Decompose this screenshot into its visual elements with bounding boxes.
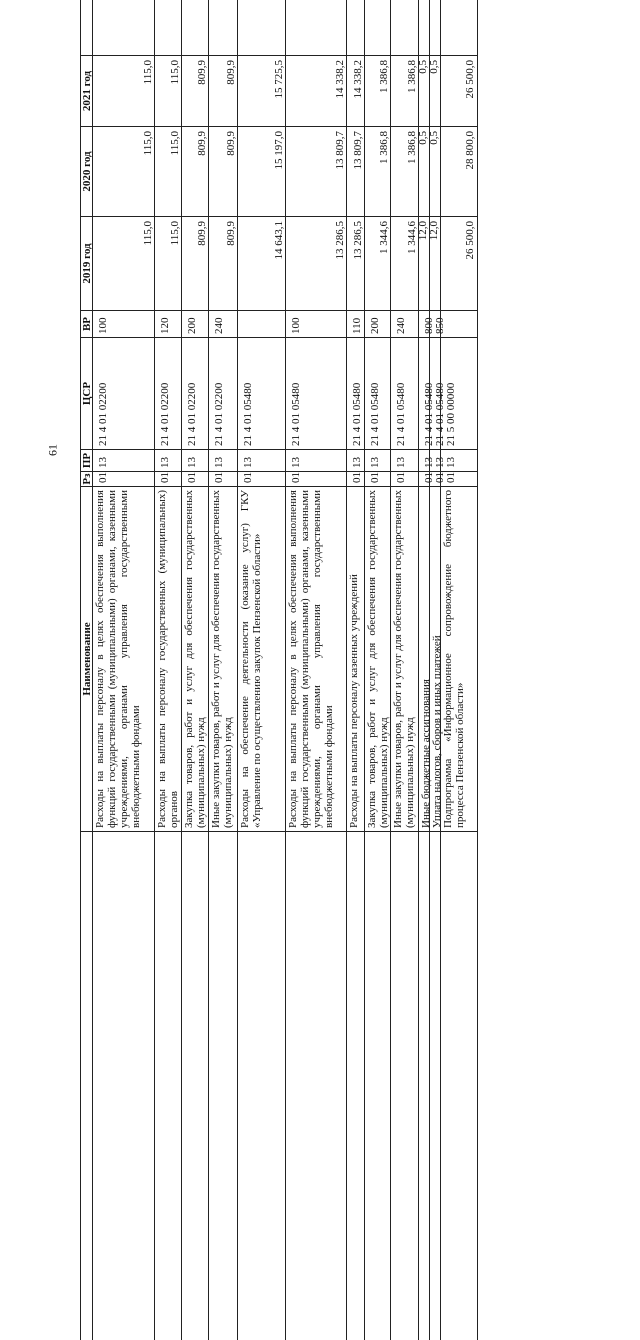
table-row xyxy=(285,0,347,1340)
cell-csr: 21 4 01 02200 xyxy=(182,338,209,450)
cell-csr: 21 5 00 00000 xyxy=(441,338,477,450)
cell-vr xyxy=(238,311,286,338)
cell-csr: 21 4 01 02200 xyxy=(155,338,182,450)
cell-rz: 01 xyxy=(430,472,441,487)
cell-pr: 13 xyxy=(430,450,441,472)
cell-y2020: 115,0 xyxy=(93,127,155,217)
header-csr: ЦСР xyxy=(81,338,93,450)
cell-rz: 01 xyxy=(286,472,347,487)
cell-vr: 100 xyxy=(286,311,347,338)
cell-y2019: 1 344,6 xyxy=(365,217,391,311)
table-row xyxy=(181,0,209,1340)
cell-name: Расходы на выплаты персоналу в целях обеспечения выполнения функций государственными (муниципальными) органами, казенными учреждениями, органами управления государственными внебюджетными фондами xyxy=(93,487,155,832)
cell-vr: 110 xyxy=(347,311,365,338)
cell-name: Подпрограмма «Информационное сопровождение бюджетного процесса Пензенской области» xyxy=(441,487,477,832)
cell-pr: 13 xyxy=(365,450,391,472)
cell-y2020: 28 800,0 xyxy=(441,127,477,217)
header-y2021: 2021 год xyxy=(81,55,93,127)
cell-vr: 100 xyxy=(93,311,155,338)
cell-pr: 13 xyxy=(93,450,155,472)
cell-y2021: 1 386,8 xyxy=(391,55,419,127)
cell-csr: 21 4 01 05480 xyxy=(365,338,391,450)
cell-rz: 01 xyxy=(238,472,286,487)
cell-rz: 01 xyxy=(155,472,182,487)
cell-csr: 21 4 01 05480 xyxy=(391,338,419,450)
cell-rz: 01 xyxy=(365,472,391,487)
cell-pr: 13 xyxy=(209,450,238,472)
cell-y2021: 809,9 xyxy=(209,55,238,127)
cell-pr: 13 xyxy=(155,450,182,472)
cell-y2019: 14 643,1 xyxy=(238,217,286,311)
header-vr: ВР xyxy=(81,311,93,338)
table-row xyxy=(346,0,365,1340)
cell-y2021: 809,9 xyxy=(182,55,209,127)
cell-y2021: 115,0 xyxy=(155,55,182,127)
cell-y2020: 15 197,0 xyxy=(238,127,286,217)
table-row xyxy=(208,0,238,1340)
header-name: Наименование xyxy=(81,487,93,832)
cell-y2020: 115,0 xyxy=(155,127,182,217)
cell-y2020: 1 386,8 xyxy=(365,127,391,217)
cell-csr: 21 4 01 02200 xyxy=(93,338,155,450)
cell-y2021: 0,5 xyxy=(430,55,441,127)
cell-y2019: 26 500,0 xyxy=(441,217,477,311)
cell-pr: 13 xyxy=(182,450,209,472)
cell-rz: 01 xyxy=(391,472,419,487)
cell-y2020: 0,5 xyxy=(430,127,441,217)
cell-csr: 21 4 01 05480 xyxy=(419,338,430,450)
cell-y2020: 13 809,7 xyxy=(347,127,365,217)
cell-y2019: 13 286,5 xyxy=(286,217,347,311)
header-y2019: 2019 год xyxy=(81,217,93,311)
cell-rz: 01 xyxy=(93,472,155,487)
cell-y2020: 809,9 xyxy=(209,127,238,217)
cell-y2019: 115,0 xyxy=(93,217,155,311)
cell-rz: 01 xyxy=(347,472,365,487)
cell-pr: 13 xyxy=(441,450,477,472)
cell-y2019: 13 286,5 xyxy=(347,217,365,311)
header-y2020: 2020 год xyxy=(81,127,93,217)
cell-y2021: 115,0 xyxy=(93,55,155,127)
cell-name: Закупка товаров, работ и услуг для обеспечения государственных (муниципальных) нужд xyxy=(182,487,209,832)
table-row xyxy=(440,0,478,1340)
cell-name: Расходы на выплаты персоналу государственных (муниципальных) органов xyxy=(155,487,182,832)
cell-csr: 21 4 01 05480 xyxy=(238,338,286,450)
cell-rz: 01 xyxy=(182,472,209,487)
cell-vr: 850 xyxy=(430,311,441,338)
cell-y2021: 26 500,0 xyxy=(441,55,477,127)
cell-vr: 120 xyxy=(155,311,182,338)
cell-pr: 13 xyxy=(419,450,430,472)
cell-csr: 21 4 01 02200 xyxy=(209,338,238,450)
cell-pr: 13 xyxy=(238,450,286,472)
cell-y2021: 14 338,2 xyxy=(347,55,365,127)
cell-vr: 240 xyxy=(209,311,238,338)
cell-rz: 01 xyxy=(419,472,430,487)
cell-pr: 13 xyxy=(391,450,419,472)
cell-rz: 01 xyxy=(209,472,238,487)
cell-y2019: 12,0 xyxy=(430,217,441,311)
cell-y2020: 0,5 xyxy=(419,127,430,217)
cell-vr: 240 xyxy=(391,311,419,338)
cell-y2019: 809,9 xyxy=(182,217,209,311)
page-number: 61 xyxy=(45,444,60,456)
cell-y2021: 1 386,8 xyxy=(365,55,391,127)
cell-pr: 13 xyxy=(286,450,347,472)
table-row xyxy=(154,0,182,1340)
table-row xyxy=(364,0,391,1340)
cell-name: Иные бюджетные ассигнования xyxy=(419,487,430,832)
cell-y2021: 15 725,5 xyxy=(238,55,286,127)
cell-name: Закупка товаров, работ и услуг для обеспечения государственных (муниципальных) нужд xyxy=(365,487,391,832)
cell-name: Расходы на выплаты персоналу казенных учреждений xyxy=(347,487,365,832)
cell-y2021: 14 338,2 xyxy=(286,55,347,127)
cell-pr: 13 xyxy=(347,450,365,472)
cell-y2020: 13 809,7 xyxy=(286,127,347,217)
cell-y2020: 809,9 xyxy=(182,127,209,217)
cell-y2021: 0,5 xyxy=(419,55,430,127)
cell-vr xyxy=(441,311,477,338)
cell-name: Уплата налогов, сборов и иных платежей xyxy=(430,487,441,832)
cell-y2019: 809,9 xyxy=(209,217,238,311)
header-pr: ПР xyxy=(81,450,93,472)
table-row xyxy=(390,0,419,1340)
table-row xyxy=(92,0,155,1340)
cell-y2020: 1 386,8 xyxy=(391,127,419,217)
cell-vr: 200 xyxy=(365,311,391,338)
header-rz: Рз xyxy=(81,472,93,487)
cell-csr: 21 4 01 05480 xyxy=(347,338,365,450)
cell-csr: 21 4 01 05480 xyxy=(286,338,347,450)
cell-y2019: 115,0 xyxy=(155,217,182,311)
cell-vr: 200 xyxy=(182,311,209,338)
cell-name: Расходы на обеспечение деятельности (оказание услуг) ГКУ «Управление по осуществлению закупок Пензенской области» xyxy=(238,487,286,832)
cell-vr: 800 xyxy=(419,311,430,338)
table-row xyxy=(237,0,286,1340)
cell-name: Иные закупки товаров, работ и услуг для обеспечения государственных (муниципальных) нужд xyxy=(209,487,238,832)
cell-csr: 21 4 01 05480 xyxy=(430,338,441,450)
cell-rz: 01 xyxy=(441,472,477,487)
cell-y2019: 12,0 xyxy=(419,217,430,311)
cell-name: Расходы на выплаты персоналу в целях обеспечения выполнения функций государственными (муниципальными) органами, казенными учреждениями, органами управления государственными внебюджетными фондами xyxy=(286,487,347,832)
cell-name: Иные закупки товаров, работ и услуг для обеспечения государственных (муниципальных) нужд xyxy=(391,487,419,832)
cell-y2019: 1 344,6 xyxy=(391,217,419,311)
